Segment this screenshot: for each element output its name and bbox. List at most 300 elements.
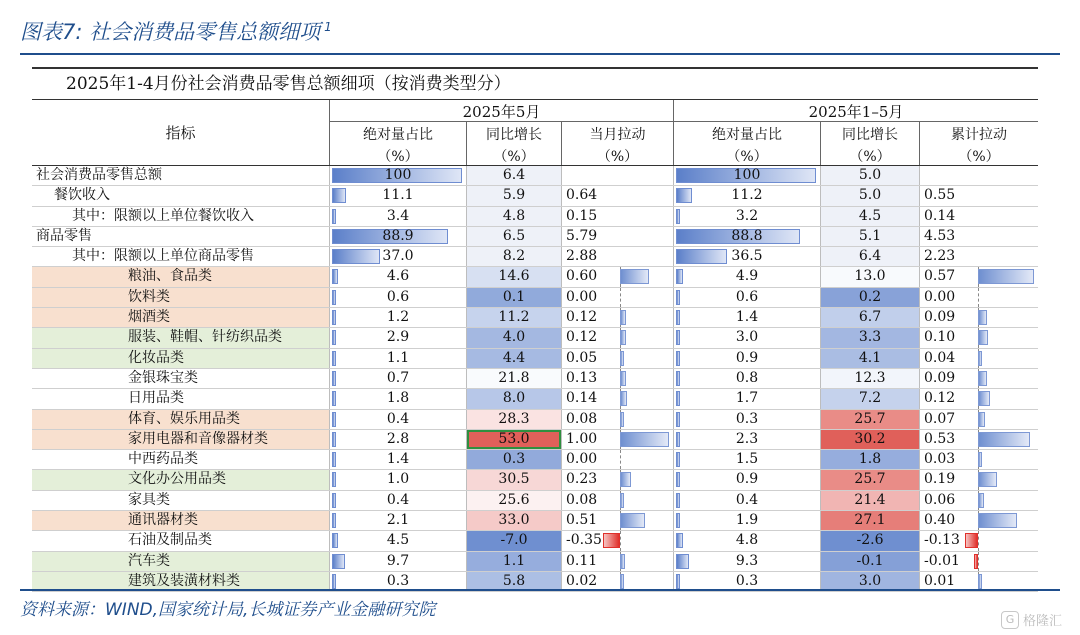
- table-row: [32, 389, 1038, 409]
- header-unit: （%）: [958, 149, 1000, 165]
- column-divider: [329, 470, 330, 489]
- column-divider: [673, 267, 674, 286]
- table-row: [32, 450, 1038, 470]
- column-divider: [673, 166, 674, 185]
- table-header: [32, 100, 1038, 166]
- column-divider: [561, 227, 562, 246]
- row-label-text: 建筑及装潢材料类: [128, 572, 240, 589]
- column-divider: [919, 166, 920, 185]
- column-divider: [466, 288, 467, 307]
- share-may-cell: 4.5: [386, 532, 410, 549]
- row-label: [32, 308, 329, 327]
- column-divider: [561, 288, 562, 307]
- pull-ytd-cell: 2.23: [924, 248, 956, 265]
- column-divider: [673, 552, 674, 571]
- pull-ytd-cell: 0.07: [924, 410, 956, 427]
- share-ytd-cell: 3.2: [735, 207, 759, 224]
- share-may-cell: 4.6: [386, 268, 410, 285]
- column-divider: [329, 430, 330, 449]
- yoy-may-cell: 1.1: [502, 552, 526, 569]
- column-divider: [919, 491, 920, 510]
- column-divider: [673, 491, 674, 510]
- column-divider: [329, 410, 330, 429]
- column-divider: [820, 166, 821, 185]
- share-may-cell: 0.7: [386, 369, 410, 386]
- header-yoy-ytd: 同比增长: [842, 127, 898, 143]
- column-divider: [561, 511, 562, 530]
- retail-sales-table: [32, 67, 1038, 592]
- yoy-ytd-cell: 5.0: [858, 167, 882, 183]
- yoy-ytd-cell: 4.5: [858, 207, 882, 224]
- column-divider: [561, 491, 562, 510]
- figure-title: 图表7: 社会消费品零售总额细项 $^1$: [20, 20, 332, 44]
- column-divider: [466, 470, 467, 489]
- pull-may-cell: 2.88: [566, 248, 598, 265]
- yoy-ytd-cell: 12.3: [854, 369, 886, 386]
- share-may-cell: 100: [384, 167, 412, 183]
- row-label: [32, 267, 329, 286]
- share-ytd-cell: 1.5: [735, 451, 759, 468]
- share-may-cell: 88.9: [382, 227, 414, 244]
- column-divider: [329, 349, 330, 368]
- share-may-cell: 1.8: [386, 390, 410, 407]
- yoy-may-cell: 21.8: [498, 369, 530, 386]
- pull-ytd-cell: 0.00: [924, 288, 956, 305]
- column-divider: [919, 531, 920, 550]
- column-divider: [561, 430, 562, 449]
- column-divider: [466, 552, 467, 571]
- table-row: [32, 247, 1038, 267]
- share-may-cell: 2.1: [386, 512, 410, 529]
- share-may-cell: 0.4: [386, 410, 410, 427]
- column-divider: [673, 349, 674, 368]
- yoy-ytd-cell: 25.7: [854, 410, 886, 427]
- column-divider: [673, 531, 674, 550]
- column-divider: [561, 267, 562, 286]
- pull-may-cell: [566, 166, 673, 185]
- column-divider: [466, 430, 467, 449]
- header-vline: [673, 100, 674, 165]
- yoy-ytd-cell: -0.1: [856, 552, 884, 569]
- column-divider: [329, 328, 330, 347]
- header-vline: [820, 121, 821, 165]
- column-divider: [329, 369, 330, 388]
- column-divider: [329, 511, 330, 530]
- header-unit: （%）: [596, 149, 639, 165]
- column-divider: [561, 470, 562, 489]
- column-divider: [919, 207, 920, 226]
- yoy-may-cell: -7.0: [500, 532, 528, 549]
- header-unit: （%）: [849, 149, 891, 165]
- column-divider: [820, 349, 821, 368]
- share-ytd-cell: 11.2: [731, 187, 763, 204]
- pull-ytd-cell: 0.06: [924, 491, 956, 508]
- pull-may-cell: 0.00: [566, 451, 598, 468]
- row-label: [32, 389, 329, 408]
- table-row: [32, 511, 1038, 531]
- column-divider: [673, 470, 674, 489]
- column-divider: [466, 450, 467, 469]
- header-group-ytd: 2025年1–5月: [808, 103, 904, 121]
- yoy-may-cell: 33.0: [498, 512, 530, 529]
- column-divider: [820, 328, 821, 347]
- column-divider: [820, 552, 821, 571]
- share-ytd-cell: 36.5: [731, 248, 763, 265]
- share-ytd-cell: 88.8: [731, 227, 763, 244]
- yoy-ytd-cell: 5.0: [858, 187, 882, 204]
- row-label: [32, 328, 329, 347]
- column-divider: [919, 470, 920, 489]
- column-divider: [329, 267, 330, 286]
- column-divider: [466, 410, 467, 429]
- column-divider: [919, 247, 920, 266]
- column-divider: [329, 531, 330, 550]
- share-may-cell: 1.4: [386, 451, 410, 468]
- header-unit: （%）: [726, 149, 768, 165]
- share-may-cell: 0.6: [386, 288, 410, 305]
- yoy-ytd-cell: 13.0: [854, 268, 886, 285]
- table-row: [32, 369, 1038, 389]
- column-divider: [820, 389, 821, 408]
- share-ytd-cell: 4.8: [735, 532, 759, 549]
- pull-may-cell: 0.15: [566, 207, 598, 224]
- column-divider: [820, 288, 821, 307]
- yoy-may-cell: 25.6: [498, 491, 530, 508]
- table-title: 2025年1-4月份社会消费品零售总额细项（按消费类型分）: [32, 67, 1038, 100]
- figure-footnote-mark: 1: [324, 20, 332, 34]
- row-label-text: 饮料类: [128, 288, 170, 305]
- column-divider: [329, 552, 330, 571]
- yoy-may-cell: 6.4: [502, 167, 526, 183]
- column-divider: [329, 389, 330, 408]
- table-row: [32, 349, 1038, 369]
- row-label: [32, 349, 329, 368]
- pull-ytd-cell: 0.01: [924, 572, 956, 589]
- yoy-ytd-cell: 6.7: [858, 309, 882, 326]
- header-divider: [330, 121, 1038, 122]
- column-divider: [673, 369, 674, 388]
- share-ytd-cell: 2.3: [735, 430, 759, 447]
- yoy-may-cell: 5.8: [502, 572, 526, 589]
- table-row: [32, 328, 1038, 348]
- pull-may-cell: 0.12: [566, 309, 598, 326]
- share-ytd-cell: 9.3: [735, 552, 759, 569]
- column-divider: [466, 227, 467, 246]
- table-row: [32, 267, 1038, 287]
- row-label: [32, 552, 329, 571]
- share-ytd-cell: 0.6: [735, 288, 759, 305]
- share-may-cell: 1.0: [386, 471, 410, 488]
- pull-may-cell: 0.13: [566, 369, 598, 386]
- column-divider: [820, 227, 821, 246]
- row-label-text: 通讯器材类: [128, 512, 198, 529]
- header-unit: （%）: [377, 149, 419, 165]
- table-row: [32, 470, 1038, 490]
- pull-may-cell: 0.12: [566, 329, 598, 346]
- column-divider: [561, 247, 562, 266]
- column-divider: [329, 207, 330, 226]
- row-label-text: 餐饮收入: [54, 187, 110, 204]
- share-may-cell: 1.2: [386, 309, 410, 326]
- column-divider: [673, 389, 674, 408]
- yoy-may-cell: 28.3: [498, 410, 530, 427]
- column-divider: [561, 328, 562, 347]
- column-divider: [919, 450, 920, 469]
- column-divider: [466, 166, 467, 185]
- column-divider: [329, 247, 330, 266]
- column-divider: [673, 308, 674, 327]
- share-may-cell: 2.9: [386, 329, 410, 346]
- column-divider: [673, 288, 674, 307]
- column-divider: [466, 267, 467, 286]
- column-divider: [820, 410, 821, 429]
- table-row: [32, 227, 1038, 247]
- table-row: [32, 531, 1038, 551]
- column-divider: [919, 349, 920, 368]
- column-divider: [561, 207, 562, 226]
- pull-ytd-cell: 0.40: [924, 512, 956, 529]
- column-divider: [329, 186, 330, 205]
- column-divider: [673, 328, 674, 347]
- column-divider: [673, 207, 674, 226]
- yoy-may-cell: 0.3: [502, 451, 526, 468]
- pull-may-cell: 0.02: [566, 572, 598, 589]
- pull-may-cell: 0.60: [566, 268, 598, 285]
- pull-may-cell: 5.79: [566, 227, 598, 244]
- row-label-text: 粮油、食品类: [128, 268, 212, 285]
- column-divider: [673, 430, 674, 449]
- row-label-text: 服装、鞋帽、针纺织品类: [128, 329, 282, 346]
- share-ytd-cell: 1.4: [735, 309, 759, 326]
- column-divider: [919, 186, 920, 205]
- column-divider: [466, 349, 467, 368]
- yoy-ytd-cell: 5.1: [858, 227, 882, 244]
- row-label: [32, 369, 329, 388]
- table-row: [32, 430, 1038, 450]
- column-divider: [919, 430, 920, 449]
- pull-ytd-cell: 0.57: [924, 268, 956, 285]
- yoy-ytd-cell: 0.2: [858, 288, 882, 305]
- column-divider: [919, 389, 920, 408]
- header-yoy-may: 同比增长: [486, 127, 542, 143]
- share-ytd-cell: 0.9: [735, 471, 759, 488]
- pull-may-cell: -0.35: [566, 532, 602, 549]
- yoy-ytd-cell: 21.4: [854, 491, 886, 508]
- row-label-text: 中西药品类: [128, 451, 198, 468]
- yoy-may-cell: 11.2: [498, 309, 530, 326]
- row-label-text: 文化办公用品类: [128, 471, 226, 488]
- table-row: [32, 491, 1038, 511]
- table-row: [32, 166, 1038, 186]
- header-share-may: 绝对量占比: [363, 127, 433, 143]
- yoy-ytd-cell: 4.1: [858, 349, 882, 366]
- column-divider: [561, 410, 562, 429]
- pull-may-cell: 0.11: [566, 552, 598, 569]
- share-ytd-cell: 0.3: [735, 572, 759, 589]
- share-ytd-cell: 0.9: [735, 349, 759, 366]
- pull-ytd-cell: 4.53: [924, 227, 956, 244]
- row-label-text: 其中：限额以上单位商品零售: [72, 248, 254, 265]
- header-pull-may: 当月拉动: [589, 127, 646, 143]
- row-label: [32, 410, 329, 429]
- column-divider: [820, 430, 821, 449]
- pull-may-cell: 1.00: [566, 430, 598, 447]
- table-row: [32, 207, 1038, 227]
- pull-ytd-cell: 0.04: [924, 349, 956, 366]
- yoy-ytd-cell: 3.0: [858, 572, 882, 589]
- table-row: [32, 288, 1038, 308]
- column-divider: [561, 186, 562, 205]
- top-rule: [20, 53, 1060, 55]
- share-ytd-cell: 0.4: [735, 491, 759, 508]
- column-divider: [561, 308, 562, 327]
- column-divider: [466, 491, 467, 510]
- table-row: [32, 308, 1038, 328]
- yoy-may-cell: 14.6: [498, 268, 530, 285]
- column-divider: [820, 511, 821, 530]
- row-label: [32, 186, 329, 205]
- column-divider: [919, 511, 920, 530]
- yoy-ytd-cell: 6.4: [858, 248, 882, 265]
- share-ytd-cell: 1.9: [735, 512, 759, 529]
- column-divider: [919, 267, 920, 286]
- share-ytd-cell: 4.9: [735, 268, 759, 285]
- pull-may-cell: 0.00: [566, 288, 598, 305]
- column-divider: [561, 389, 562, 408]
- column-divider: [561, 369, 562, 388]
- column-divider: [820, 470, 821, 489]
- row-label: [32, 166, 329, 185]
- column-divider: [820, 186, 821, 205]
- column-divider: [919, 369, 920, 388]
- column-divider: [466, 247, 467, 266]
- yoy-ytd-cell: 7.2: [858, 390, 882, 407]
- column-divider: [919, 288, 920, 307]
- pull-may-cell: 0.51: [566, 512, 598, 529]
- share-may-cell: 11.1: [382, 187, 414, 204]
- column-divider: [673, 410, 674, 429]
- share-ytd-cell: 0.8: [735, 369, 759, 386]
- yoy-may-cell: 30.5: [498, 471, 530, 488]
- pull-ytd-cell: 0.09: [924, 309, 956, 326]
- row-label: [32, 450, 329, 469]
- pull-may-cell: 0.05: [566, 349, 598, 366]
- yoy-may-cell: 6.5: [502, 227, 526, 244]
- row-label-text: 社会消费品零售总额: [36, 167, 162, 183]
- yoy-ytd-cell: 3.3: [858, 329, 882, 346]
- row-label-text: 其中：限额以上单位餐饮收入: [72, 207, 254, 224]
- column-divider: [820, 491, 821, 510]
- pull-ytd-cell: 0.03: [924, 451, 956, 468]
- share-may-cell: 0.3: [386, 572, 410, 589]
- row-label: [32, 227, 329, 246]
- yoy-may-cell: 0.1: [502, 288, 526, 305]
- row-label: [32, 470, 329, 489]
- pull-may-cell: 0.64: [566, 187, 598, 204]
- share-ytd-cell: 0.3: [735, 410, 759, 427]
- column-divider: [820, 267, 821, 286]
- share-may-cell: 37.0: [382, 248, 414, 265]
- column-divider: [329, 288, 330, 307]
- pull-ytd-cell: 0.12: [924, 390, 956, 407]
- pull-may-cell: 0.08: [566, 410, 598, 427]
- pull-may-cell: 0.08: [566, 491, 598, 508]
- column-divider: [561, 531, 562, 550]
- column-divider: [466, 531, 467, 550]
- row-label-text: 日用品类: [128, 390, 184, 407]
- column-divider: [820, 308, 821, 327]
- column-divider: [466, 308, 467, 327]
- column-divider: [673, 450, 674, 469]
- pull-may-cell: 0.23: [566, 471, 598, 488]
- column-divider: [329, 227, 330, 246]
- column-divider: [561, 552, 562, 571]
- bottom-rule: [20, 589, 1060, 591]
- row-label-text: 家具类: [128, 491, 170, 508]
- header-share-ytd: 绝对量占比: [712, 127, 782, 143]
- column-divider: [329, 308, 330, 327]
- column-divider: [820, 450, 821, 469]
- row-label-text: 石油及制品类: [128, 532, 212, 549]
- table-body: [32, 166, 1038, 592]
- row-label-text: 化妆品类: [128, 349, 184, 366]
- watermark-text: 格隆汇: [1022, 614, 1062, 629]
- row-label: [32, 491, 329, 510]
- yoy-may-cell: 4.8: [502, 207, 526, 224]
- row-label: [32, 247, 329, 266]
- column-divider: [919, 227, 920, 246]
- yoy-ytd-cell: 1.8: [858, 451, 882, 468]
- yoy-ytd-cell: -2.6: [856, 532, 884, 549]
- column-divider: [919, 328, 920, 347]
- column-divider: [820, 247, 821, 266]
- header-indicator: 指标: [165, 124, 196, 142]
- column-divider: [919, 410, 920, 429]
- row-label-text: 家用电器和音像器材类: [128, 430, 268, 447]
- share-may-cell: 2.8: [386, 430, 410, 447]
- share-ytd-cell: 3.0: [735, 329, 759, 346]
- column-divider: [919, 308, 920, 327]
- column-divider: [673, 227, 674, 246]
- column-divider: [466, 207, 467, 226]
- yoy-ytd-cell: 30.2: [854, 430, 886, 447]
- yoy-may-cell: 53.0: [498, 430, 530, 447]
- share-may-cell: 1.1: [386, 349, 410, 366]
- table-row: [32, 552, 1038, 572]
- column-divider: [466, 511, 467, 530]
- row-label-text: 商品零售: [36, 227, 92, 244]
- row-label-text: 体育、娱乐用品类: [128, 410, 240, 427]
- pull-ytd-cell: 0.53: [924, 430, 956, 447]
- share-ytd-cell: 100: [733, 167, 761, 183]
- column-divider: [561, 349, 562, 368]
- header-vline: [561, 121, 562, 165]
- yoy-may-cell: 4.0: [502, 329, 526, 346]
- row-label-text: 金银珠宝类: [128, 369, 198, 386]
- share-may-cell: 3.4: [386, 207, 410, 224]
- pull-ytd-cell: -0.01: [924, 552, 960, 569]
- row-label: [32, 511, 329, 530]
- pull-ytd-cell: 0.10: [924, 329, 956, 346]
- header-vline: [329, 100, 330, 165]
- column-divider: [466, 328, 467, 347]
- column-divider: [329, 491, 330, 510]
- column-divider: [673, 511, 674, 530]
- pull-may-cell: 0.14: [566, 390, 598, 407]
- row-label: [32, 288, 329, 307]
- column-divider: [466, 186, 467, 205]
- header-vline: [919, 121, 920, 165]
